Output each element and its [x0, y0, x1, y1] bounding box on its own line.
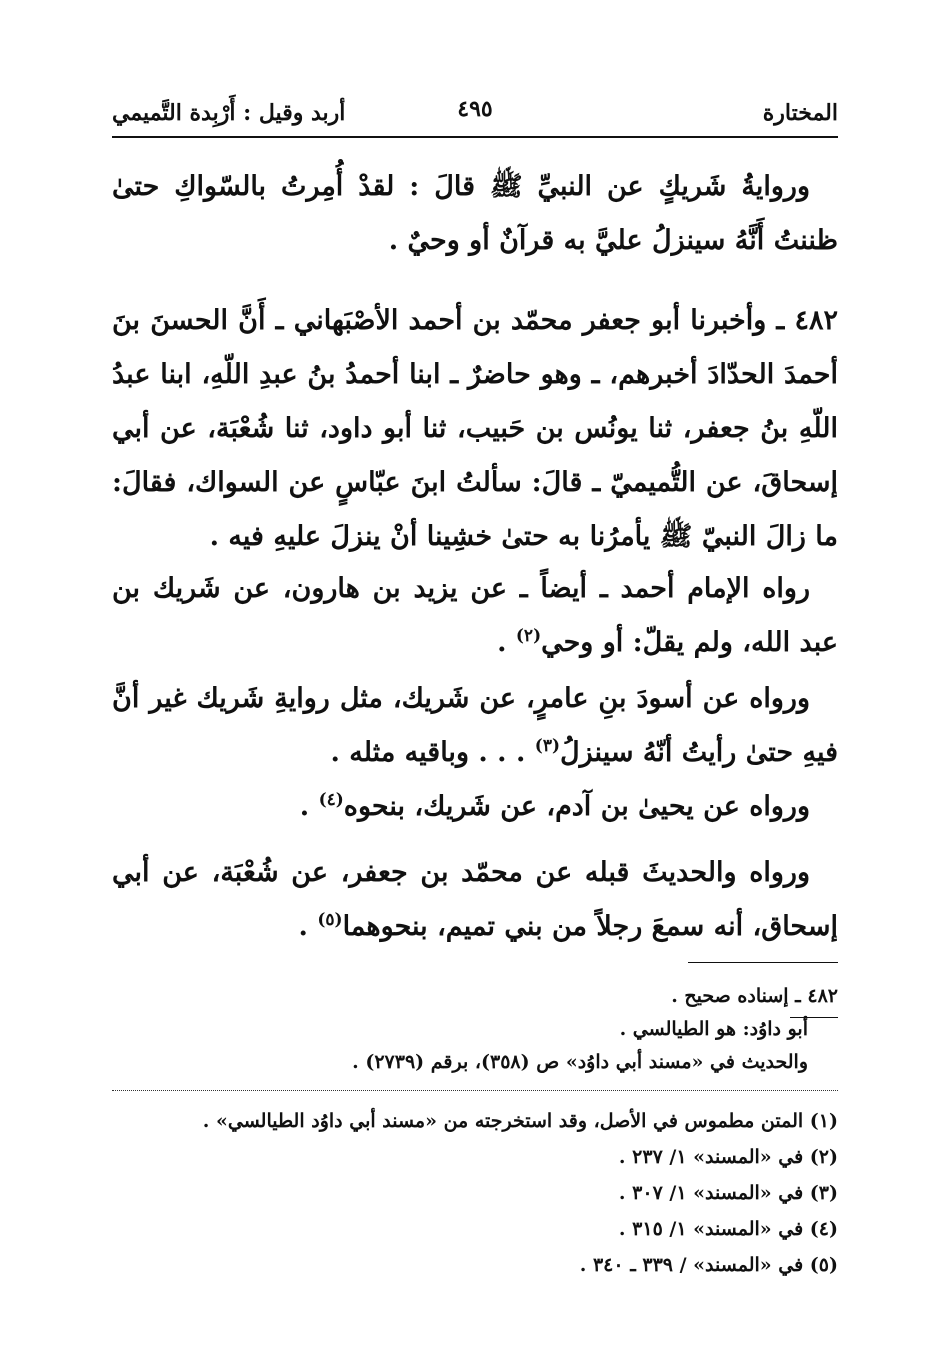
note-line-2: أبو داوُد: هو الطيالسي . — [619, 1018, 808, 1040]
note-line-1 — [112, 980, 838, 1013]
hadith-482 — [112, 294, 838, 564]
footnote-ref-2: (٢) — [515, 626, 542, 646]
paragraph-6: ورواه والحديثَ قبله عن محمّد بن جعفر، عن شُعْبَة، عن أبي إسحاق، أنه سمعَ رجلاً من بني تميم، بنحوهما — [112, 857, 838, 942]
footnote-ref-5: (٥) — [317, 910, 343, 930]
paragraph-5-end: . — [299, 791, 310, 822]
paragraph-6-end: . — [298, 911, 308, 942]
page-number: ٤٩٥ — [457, 96, 493, 122]
note-hadith-number: ٤٨٢ — [807, 985, 838, 1007]
footnote-4: (٤) في «المسند» ١/ ٣١٥ . — [618, 1218, 838, 1240]
hadith-notes — [112, 980, 838, 1079]
notes-separator — [688, 962, 838, 963]
note-number-underline — [790, 1017, 838, 1018]
footnote-ref-4: (٤) — [318, 790, 344, 810]
paragraph-1: وروايةُ شَريكٍ عن النبيِّ ﷺ قالَ : لقدْ أُمِرتُ بالسّواكِ حتىٰ ظننتُ أَنَّهُ سينزلُ عليَّ به قرآنٌ أو وحيٌ . — [112, 171, 838, 256]
note-grading: ـ إسناده صحيح . — [671, 985, 801, 1007]
paragraph-4a: ورواه عن أسودَ بنِ عامرٍ، عن شَريك، مثل روايةِ شَريك غير أنَّ فيهِ حتىٰ رأيتُ أنّهُ سينزلُ — [112, 683, 838, 768]
footnote-5: (٥) في «المسند» / ٣٣٩ ـ ٣٤٠ . — [579, 1254, 838, 1276]
footnote-3: (٣) في «المسند» ١/ ٣٠٧ . — [618, 1182, 838, 1204]
footnote-ref-3: (٣) — [534, 736, 561, 756]
paragraph-5: ورواه عن يحيىٰ بن آدم، عن شَريك، بنحوه — [343, 791, 810, 822]
footnote-2: (٢) في «المسند» ١/ ٢٣٧ . — [618, 1146, 838, 1168]
header-book-title: المختارة — [762, 100, 838, 126]
header-chapter-title: أربد وقيل : أَرْبِدة التَّميمي — [112, 100, 346, 126]
header-rule — [112, 136, 838, 138]
footnote-1: (١) المتن مطموس في الأصل، وقد استخرجته من «مسند أبي داوُد الطيالسي» . — [202, 1110, 838, 1132]
main-text — [112, 160, 838, 268]
running-header — [112, 92, 838, 132]
paragraph-3-block — [112, 562, 838, 670]
hadith-number: ٤٨٢ — [794, 305, 838, 336]
paragraph-4-block — [112, 672, 838, 780]
paragraph-2: ـ وأخبرنا أبو جعفر محمّد بن أحمد الأصْبَهاني ـ أَنَّ الحسنَ بنَ أحمدَ الحدّادَ أخبرهم، ـ وهو حاضرٌ ـ ابنا أحمدُ بنُ عبدِ اللّهِ، ابنا عبدُ اللّهِ بنُ جعفر، ثنا يونُس بن حَبيب، ثنا أبو داود، ثنا شُعْبَة، عن أبي إسحاقَ، عن التُّميميّ ـ قالَ: سألتُ ابنَ عبّاسٍ عن السواك، فقالَ: ما زالَ النبيّ ﷺ يأمرُنا به حتىٰ خشِينا أنْ ينزلَ عليهِ فيه . — [112, 305, 838, 552]
paragraph-3: رواه الإمام أحمد ـ أيضاً ـ عن يزيد بن هارون، عن شَريك بن عبد الله، ولم يقلّ: أو وحي — [112, 573, 838, 658]
paragraph-4b: . . . وباقيه مثله . — [330, 737, 526, 768]
paragraph-5-block — [112, 780, 838, 834]
paragraph-6-block — [112, 846, 838, 954]
note-line-3: والحديث في «مسند أبي داوُد» ص (٣٥٨)، برقم (٢٧٣٩) . — [352, 1051, 808, 1073]
paragraph-3-end: . — [497, 627, 507, 658]
footnotes-separator — [112, 1090, 838, 1091]
footnotes — [112, 1103, 838, 1283]
